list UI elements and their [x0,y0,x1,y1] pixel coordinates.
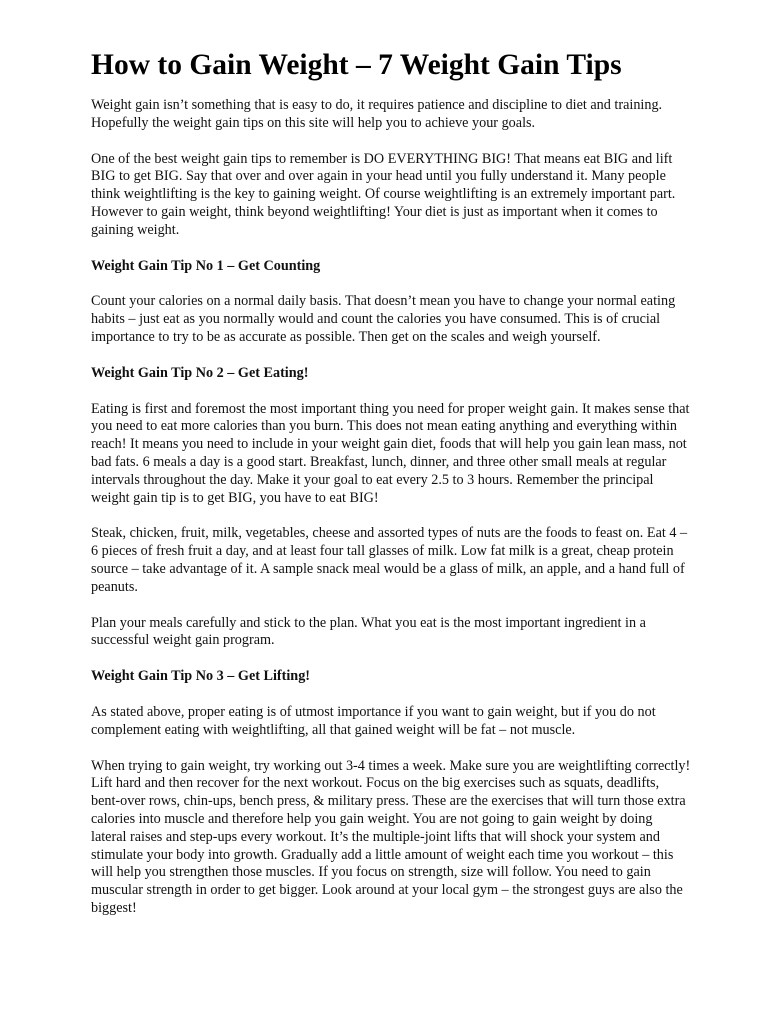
tip-2-paragraph-eating: Eating is first and foremost the most important thing you need for proper weight gain. It makes sense that you need to eat more calories than you burn. This does not mean eating anything and everything within reach! It means you need to include in your weight gain diet, foods that will help you gain lean mass, not bad fats. 6 meals a day is a good start. Breakfast, lunch, dinner, and three other small meals at regular intervals throughout the day. Make it your goal to eat every 2.5 to 3 hours. Remember the principal weight gain tip is to get BIG, you have to eat BIG! [91,400,690,506]
do-everything-big-paragraph: One of the best weight gain tips to remember is DO EVERYTHING BIG! That means eat BIG and lift BIG to get BIG. Say that over and over again in your head until you fully understand it. Many people think weightlifting is the key to gaining weight. Of course weightlifting is an extremely important part. However to gain weight, think beyond weightlifting! Your diet is just as important when it comes to gaining weight. [91,150,676,238]
tip-2-paragraph-plan: Plan your meals carefully and stick to the plan. What you eat is the most important ingredient in a successful weight gain program. [91,614,646,649]
tip-3-paragraph-workout: When trying to gain weight, try working out 3-4 times a week. Make sure you are weightlifting correctly! Lift hard and then recover for the next workout. Focus on the big exercises such as squats, deadlifts, bent-over rows, chin-ups, bench press, & military press. These are the exercises that will turn those extra calories into muscle and therefore help you gain weight. You are not going to gain weight by doing lateral raises and step-ups every workout. It’s the multiple-joint lifts that will shock your system and stimulate your body into growth. Gradually add a little amount of weight each time you workout – this will help you strengthen those muscles. If you focus on strength, size will follow. You need to gain muscular strength in order to get bigger. Look around at your local gym – the strongest guys are also the biggest! [91,757,691,916]
tip-1-heading: Weight Gain Tip No 1 – Get Counting [91,257,321,274]
intro-paragraph: Weight gain isn’t something that is easy to do, it requires patience and discipline to diet and training. Hopefully the weight gain tips on this site will help you to achieve your goals. [91,97,663,131]
tip-2-paragraph-foods: Steak, chicken, fruit, milk, vegetables, cheese and assorted types of nuts are the foods to feast on. Eat 4 – 6 pieces of fresh fruit a day, and at least four tall glasses of milk. Low fat milk is a great, cheap protein source – take advantage of it. A sample snack meal would be a glass of milk, an apple, and a hand full of peanuts. [91,525,688,595]
tip-1-paragraph: Count your calories on a normal daily basis. That doesn’t mean you have to change your normal eating habits – just eat as you normally would and count the calories you have consumed. This is of crucial importance to try to be as accurate as possible. Then get on the scales and weigh yourself. [91,293,676,345]
page-title: How to Gain Weight – 7 Weight Gain Tips [91,49,622,81]
tip-3-paragraph-intro: As stated above, proper eating is of utmost importance if you want to gain weight, but if you do not complement eating with weightlifting, all that gained weight will be fat – not muscle. [91,703,656,738]
tip-3-heading: Weight Gain Tip No 3 – Get Lifting! [91,668,311,685]
document-page [91,47,691,936]
tip-2-heading: Weight Gain Tip No 2 – Get Eating! [91,364,309,381]
